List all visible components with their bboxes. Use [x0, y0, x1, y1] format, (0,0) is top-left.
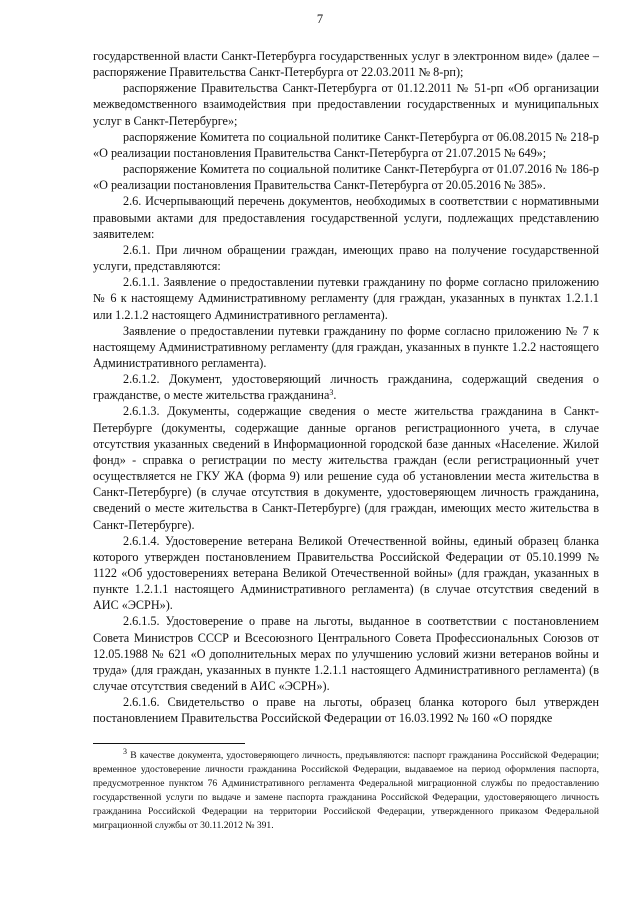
footnote-marker: 3	[123, 747, 127, 756]
paragraph: Заявление о предоставлении путевки гражданину по форме согласно приложению № 7 к настоящему Административному регламенту (для граждан, указанных в пункте 1.2.2 настоящего Административного регламента).	[93, 323, 599, 370]
footnote-text	[93, 749, 599, 832]
footnote-body: В качестве документа, удостоверяющего личность, предъявляются: паспорт гражданина Российской Федерации; временное удостоверение личности гражданина Российской Федерации, выдаваемое на период оформления паспорта, предусмотренное пунктом 76 Административного регламента Федеральной миграционной службы по предоставлению государственной услуги по выдаче и замене паспорта гражданина Российской Федерации, удостоверяющего личность гражданина Российской Федерации на территории Российской Федерации, утвержденного приказом Федеральной миграционной службы от 30.11.2012 № 391.	[93, 750, 599, 831]
body-text	[93, 48, 599, 727]
paragraph: государственной власти Санкт-Петербурга государственных услуг в электронном виде» (далее – распоряжение Правительства Санкт-Петербурга от 22.03.2011 № 8-рп);	[93, 49, 599, 80]
paragraph: 2.6.1.4. Удостоверение ветерана Великой Отечественной войны, единый образец бланка которого утвержден постановлением Правительства Российской Федерации от 05.10.1999 № 1122 «Об удостоверениях ветерана Великой Отечественной войны» (для граждан, указанных в пункте 1.2.1.1 настоящего Административного регламента) (в случае отсутствия сведений в АИС «ЭСРН»).	[93, 533, 599, 613]
paragraph: 2.6.1.6. Свидетельство о праве на льготы, образец бланка которого был утвержден постановлением Правительства Российской Федерации от 16.03.1992 № 160 «О порядке	[93, 695, 599, 726]
paragraph: 2.6.1.5. Удостоверение о праве на льготы, выданное в соответствии с постановлением Совета Министров СССР и Всесоюзного Центрального Совета Профессиональных Союзов от 12.05.1988 № 621 «О дополнительных мерах по улучшению условий жизни ветеранов войны и труда» (для граждан, указанных в пункте 1.2.1.1 настоящего Административного регламента) (в случае отсутствия сведений в АИС «ЭСРН»).	[93, 614, 599, 694]
paragraph-text: 2.6.1.2. Документ, удостоверяющий личность гражданина, содержащий сведения о гражданстве, о месте жительства гражданина	[93, 372, 599, 403]
footnote	[93, 749, 599, 832]
paragraph: распоряжение Комитета по социальной политике Санкт-Петербурга от 06.08.2015 № 218-р «О реализации постановления Правительства Санкт-Петербурга от 21.07.2015 № 649»;	[93, 129, 599, 160]
paragraph: 2.6. Исчерпывающий перечень документов, необходимых в соответствии с нормативными правовыми актами для предоставления государственной услуги, подлежащих представлению заявителем:	[93, 194, 599, 241]
paragraph: 2.6.1.3. Документы, содержащие сведения о месте жительства гражданина в Санкт-Петербурге (документы, содержащие данные органов регистрационного учета, в случае отсутствия указанных сведений в Информационной городской базе данных «Население. Жилой фонд» - справка о регистрации по месту жительства граждан (если регистрационный учет осуществляется не ГКУ ЖА (форма 9) или решение суда об установлении места жительства в Санкт-Петербурге) (в случае отсутствия в документе, удостоверяющем личность гражданина, сведений о месте жительства в Санкт-Петербурге) (для граждан, имеющих место жительства в Санкт-Петербурге).	[93, 404, 599, 532]
paragraph: 2.6.1. При личном обращении граждан, имеющих право на получение государственной услуги, представляются:	[93, 242, 599, 274]
paragraph-with-footnote: 2.6.1.2. Документ, удостоверяющий личность гражданина, содержащий сведения о гражданстве, о месте жительства гражданина$^3$.	[93, 372, 599, 403]
page-number: 7	[316, 12, 324, 26]
footnote-reference: 3	[329, 388, 334, 398]
paragraph: распоряжение Правительства Санкт-Петербурга от 01.12.2011 № 51-рп «Об организации межведомственного взаимодействия при предоставлении государственных и муниципальных услуг в Санкт-Петербурге»;	[93, 81, 599, 128]
paragraph: 2.6.1.1. Заявление о предоставлении путевки гражданину по форме согласно приложению № 6 к настоящему Административному регламенту (для граждан, указанных в пунктах 1.2.1.1 или 1.2.1.2 настоящего Административного регламента).	[93, 275, 599, 322]
footnote-divider	[93, 743, 245, 744]
paragraph: распоряжение Комитета по социальной политике Санкт-Петербурга от 01.07.2016 № 186-р «О реализации постановления Правительства Санкт-Петербурга от 20.05.2016 № 385».	[93, 162, 599, 193]
